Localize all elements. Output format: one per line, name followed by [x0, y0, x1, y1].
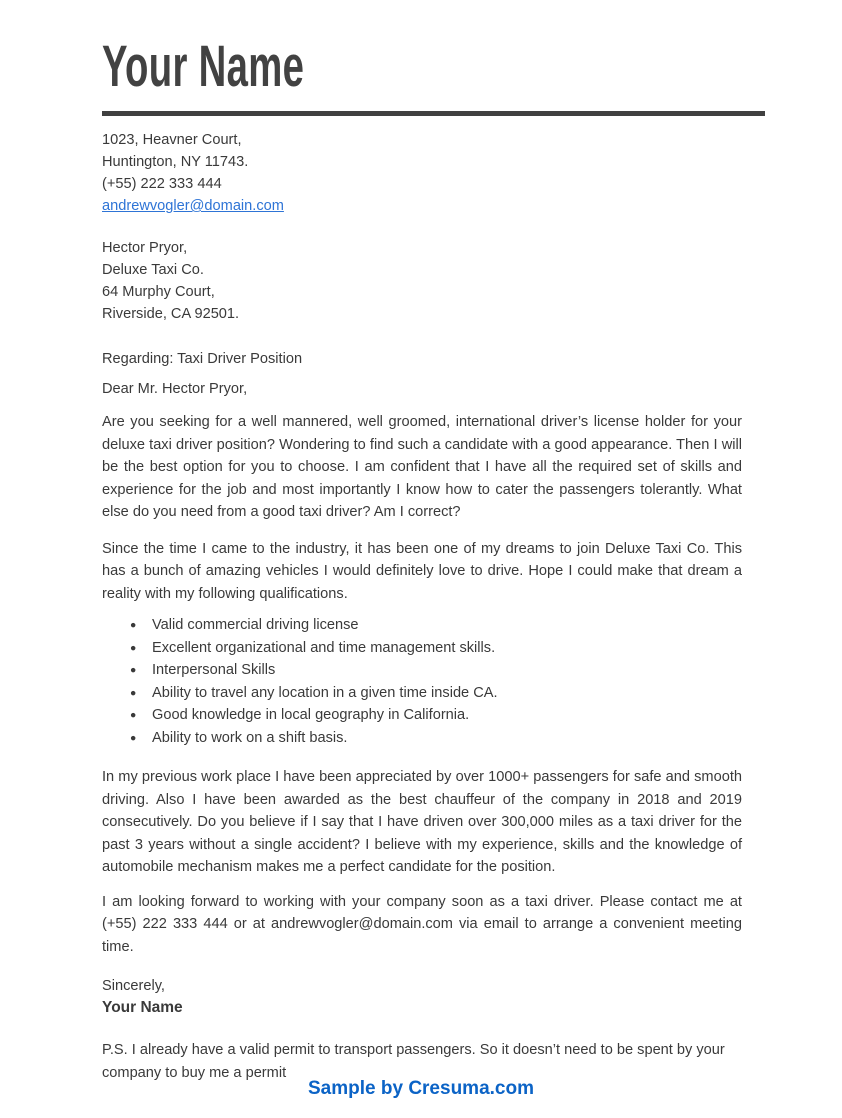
- recipient-name: Hector Pryor,: [102, 240, 188, 256]
- sender-email-row: [102, 195, 742, 217]
- qualification-item: ● Ability to travel any location in a given time inside CA.: [102, 682, 742, 705]
- header-divider: [102, 111, 765, 116]
- sender-address-line-1: 1023, Heavner Court,: [102, 132, 242, 148]
- qualification-item: ● Valid commercial driving license: [102, 614, 742, 637]
- subject-line: Regarding: Taxi Driver Position: [102, 351, 303, 367]
- body-paragraph-1: Are you seeking for a well mannered, well groomed, international driver’s license holder for your deluxe taxi driver position? Wondering to find such a candidate with a good appearance. Then I will be the best option for you to choose. I am confident that I have all the required set of skills and experience for the job and most importantly I know how to cater the passengers tolerantly. What else do you need from a good taxi driver? Am I correct?: [102, 414, 742, 520]
- recipient-address-line-2: Riverside, CA 92501.: [102, 306, 240, 322]
- valediction: Sincerely,: [102, 978, 165, 994]
- recipient-address-line-1: 64 Murphy Court,: [102, 284, 215, 300]
- applicant-name-heading: [102, 34, 765, 99]
- footer: [0, 1078, 842, 1100]
- qualifications-list: [102, 614, 742, 749]
- watermark-link[interactable]: Sample by Cresuma.com: [308, 1078, 534, 1099]
- body-paragraph-4: I am looking forward to working with your company soon as a taxi driver. Please contact me at (+55) 222 333 444 or at andrewvogler@domain.com via email to arrange a convenient meeting time.: [102, 893, 742, 955]
- sender-phone: (+55) 222 333 444: [102, 176, 222, 192]
- postscript: P.S. I already have a valid permit to transport passengers. So it doesn’t need to be spent by your company to buy me a permit: [102, 1042, 725, 1081]
- body-paragraph-2: Since the time I came to the industry, it has been one of my dreams to join Deluxe Taxi Co. This has a bunch of amazing vehicles I would definitely love to drive. Hope I could make that dream a reality with my following qualifications.: [102, 540, 742, 602]
- closing-block: [102, 975, 742, 1019]
- qualification-item: ● Interpersonal Skills: [102, 659, 742, 682]
- salutation: Dear Mr. Hector Pryor,: [102, 381, 248, 397]
- qualification-item: ● Good knowledge in local geography in California.: [102, 704, 742, 727]
- qualification-item: ● Ability to work on a shift basis.: [102, 727, 742, 750]
- body-paragraph-3: In my previous work place I have been appreciated by over 1000+ passengers for safe and smooth driving. Also I have been awarded as the best chauffeur of the company in 2018 and 2019 consecutively. Do you believe if I say that I have driven over 300,000 miles as a taxi driver for the past 3 years without a single accident? I believe with my experience, skills and the knowledge of automobile mechanism makes me a perfect candidate for the position.: [102, 769, 742, 875]
- sender-address-line-2: Huntington, NY 11743.: [102, 154, 249, 170]
- applicant-name-text: Your Name: [102, 34, 305, 99]
- recipient-company: Deluxe Taxi Co.: [102, 262, 204, 278]
- signature-name: Your Name: [102, 999, 183, 1016]
- sender-address-block: [102, 129, 742, 217]
- recipient-address-block: [102, 237, 742, 325]
- qualification-item: ● Excellent organizational and time management skills.: [102, 637, 742, 660]
- sender-email-link[interactable]: andrewvogler@domain.com: [102, 198, 284, 214]
